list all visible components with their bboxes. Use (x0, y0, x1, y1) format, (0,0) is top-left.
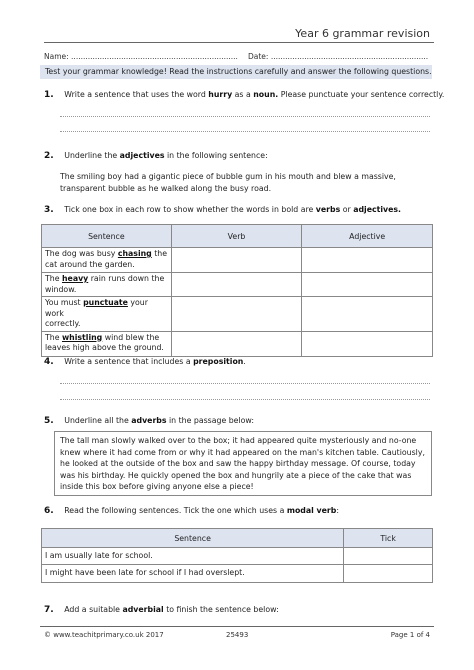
adjective-tick-cell[interactable] (302, 331, 433, 356)
sentence-cell: The whistling wind blew the leaves high above the ground. (42, 331, 172, 356)
question-number: 6. (44, 506, 54, 516)
sentence-cell: The dog was busy chasing the cat around the garden. (42, 248, 172, 273)
column-header: Adjective (302, 225, 433, 248)
question-number: 1. (44, 90, 54, 100)
verb-adjective-table (41, 224, 433, 357)
instructions-banner: Test your grammar knowledge! Read the instructions carefully and answer the following questions. (40, 65, 432, 79)
column-header: Sentence (42, 225, 172, 248)
verb-tick-cell[interactable] (171, 331, 302, 356)
footer-divider (40, 626, 434, 627)
adverb-passage-box (54, 431, 432, 496)
question-1 (44, 90, 444, 100)
question-text: Read the following sentences. Tick the one which uses a modal verb: (64, 506, 339, 515)
question-text: Underline the adjectives in the following sentence: (64, 151, 268, 160)
sentence-cell: You must punctuate your work correctly. (42, 297, 172, 332)
question-4 (44, 357, 246, 367)
passage-line: transparent bubble as he walked along the busy road. (60, 183, 272, 193)
question-2 (44, 151, 268, 161)
sentence-cell: I am usually late for school. (42, 548, 344, 565)
tick-cell[interactable] (344, 565, 433, 583)
page-title: Year 6 grammar revision (295, 27, 430, 40)
table-row (42, 297, 433, 332)
question-number: 3. (44, 205, 54, 215)
verb-tick-cell[interactable] (171, 297, 302, 332)
table-row (42, 248, 433, 273)
question-text: Underline all the adverbs in the passage below: (64, 416, 254, 425)
table-row (42, 331, 433, 356)
verb-tick-cell[interactable] (171, 273, 302, 297)
name-blank[interactable]: ...................................................................... (71, 52, 238, 61)
question-text: Add a suitable adverbial to finish the sentence below: (64, 605, 279, 614)
column-header: Tick (344, 529, 433, 548)
question-7 (44, 605, 279, 615)
date-blank[interactable]: .................................................................. (270, 52, 429, 61)
answer-line[interactable] (60, 131, 430, 132)
adjective-tick-cell[interactable] (302, 297, 433, 332)
answer-line[interactable] (60, 116, 430, 117)
date-row (248, 52, 428, 61)
passage-line: he looked at the outside of the box and saw the happy birthday message. Of course, today (60, 459, 416, 468)
passage-line: knew where it had come from or why it had appeared on the man's kitchen table. Cautiously, (60, 447, 425, 457)
passage-line: inside this box before giving anyone else a piece! (60, 482, 254, 491)
question-text: Write a sentence that uses the word hurry as a noun. Please punctuate your sentence correctly. (64, 90, 445, 99)
footer-page: Page 1 of 4 (390, 631, 430, 639)
passage-line: was his birthday. He quickly opened the box and hungrily ate a piece of the cake that was (60, 470, 412, 480)
question-3 (44, 205, 401, 215)
sentence-passage (60, 171, 396, 194)
name-label: Name: (44, 52, 69, 61)
passage-line: The smiling boy had a gigantic piece of bubble gum in his mouth and blew a massive, (60, 172, 396, 181)
question-text: Write a sentence that includes a preposition. (64, 357, 246, 366)
footer-code: 25493 (226, 631, 249, 639)
sentence-cell: I might have been late for school if I had overslept. (42, 565, 344, 583)
column-header: Verb (171, 225, 302, 248)
table-row (42, 548, 433, 565)
question-number: 4. (44, 357, 54, 367)
passage-line: The tall man slowly walked over to the box; it had appeared quite mysteriously and no-one (60, 436, 417, 445)
question-6 (44, 506, 339, 516)
adjective-tick-cell[interactable] (302, 248, 433, 273)
question-5 (44, 416, 254, 426)
adjective-tick-cell[interactable] (302, 273, 433, 297)
date-label: Date: (248, 52, 269, 61)
modal-verb-table (41, 528, 433, 583)
column-header: Sentence (42, 529, 344, 548)
title-divider (44, 42, 434, 43)
name-row (44, 52, 238, 61)
question-number: 5. (44, 416, 54, 426)
table-row (42, 565, 433, 583)
table-row (42, 273, 433, 297)
question-text: Tick one box in each row to show whether the words in bold are verbs or adjectives. (64, 205, 401, 214)
verb-tick-cell[interactable] (171, 248, 302, 273)
question-number: 2. (44, 151, 54, 161)
answer-line[interactable] (60, 399, 430, 400)
tick-cell[interactable] (344, 548, 433, 565)
answer-line[interactable] (60, 383, 430, 384)
question-number: 7. (44, 605, 54, 615)
sentence-cell: The heavy rain runs down the window. (42, 273, 172, 297)
footer-copyright: © www.teachitprimary.co.uk 2017 (44, 631, 164, 639)
